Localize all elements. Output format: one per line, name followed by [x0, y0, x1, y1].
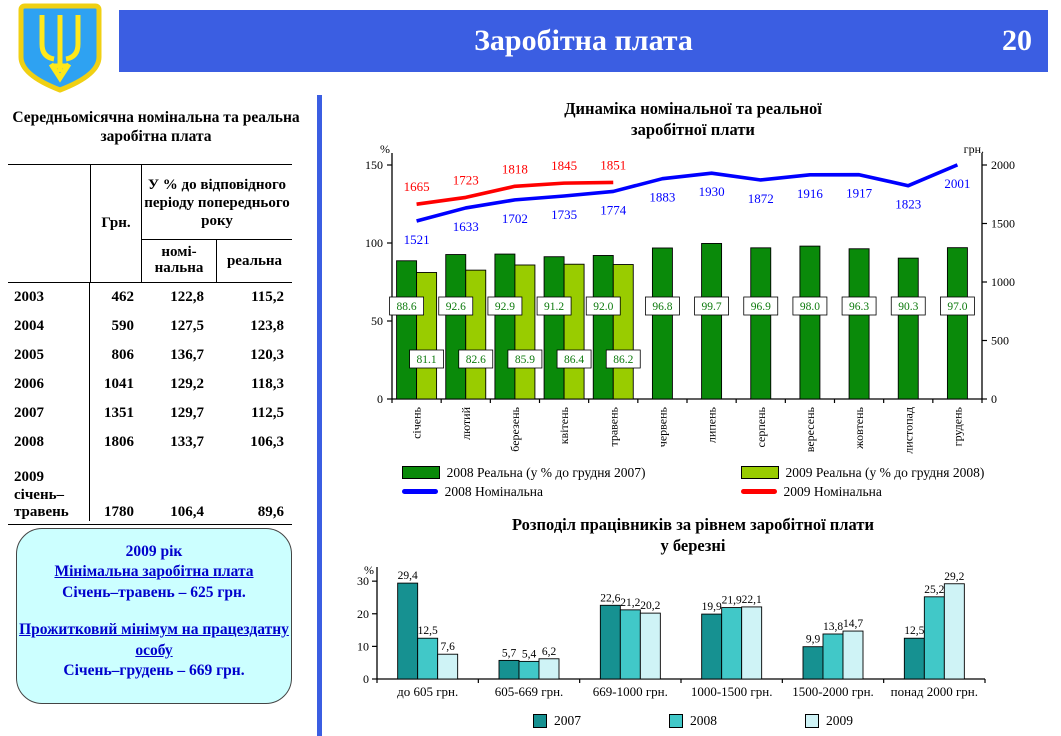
- cell-nominal: 127,5: [170, 318, 204, 334]
- legend-item-2009-real: 2009 Реальна (у % до грудня 2008): [741, 465, 985, 481]
- legend-item-2009: 2009: [805, 713, 853, 729]
- blue-line-value-label: 1521: [403, 231, 430, 247]
- month-label: червень: [655, 406, 670, 448]
- table-row: [8, 312, 292, 341]
- cell-grn: 1351: [104, 405, 134, 421]
- bar-2008: [823, 634, 843, 679]
- green-bar-swatch: [402, 466, 440, 479]
- bar-2009-real: [515, 265, 535, 399]
- cell-year: 2007: [8, 399, 90, 428]
- category-label: 1000-1500 грн.: [690, 683, 773, 699]
- legend-item-2008-real: 2008 Реальна (у % до грудня 2007): [402, 465, 646, 481]
- red-line-value-label: 1665: [403, 179, 430, 195]
- cell-year: 2003: [8, 283, 90, 312]
- bar-2008-real: [800, 246, 820, 399]
- table-row: [8, 457, 292, 524]
- bar-value-label: 29,4: [397, 569, 418, 582]
- legend-item-2007: 2007: [533, 713, 581, 729]
- bar-value-label: 7,6: [440, 640, 455, 653]
- bar-2007: [398, 583, 418, 679]
- month-label: лютий: [458, 406, 473, 440]
- month-label: грудень: [950, 406, 965, 447]
- bar-value-label: 29,2: [944, 570, 965, 583]
- bar-value-label: 9,9: [805, 633, 821, 646]
- header-bar: [119, 10, 1048, 72]
- table-row: [8, 428, 292, 457]
- min-wage-value: Січень–травень – 625 грн.: [62, 583, 246, 601]
- table-row: [8, 341, 292, 370]
- bar-2008: [620, 610, 640, 679]
- wage-dynamics-chart: [330, 141, 1056, 471]
- bar-value-label: 5,4: [521, 648, 537, 661]
- bar-2008: [722, 607, 742, 678]
- bar-value-label: 6,2: [541, 645, 557, 658]
- bar-2008: [519, 661, 539, 679]
- month-label: жовтень: [852, 406, 867, 449]
- y-axis-tick-label: 30: [357, 573, 369, 588]
- red-line-value-label: 1851: [600, 157, 627, 173]
- red-line-swatch: [741, 489, 777, 494]
- bar-value-label: 98.0: [799, 300, 820, 313]
- bar-2008-real: [397, 261, 417, 399]
- category-label: понад 2000 грн.: [890, 683, 979, 699]
- bar-2007: [499, 660, 519, 679]
- bar-2008-real: [849, 249, 869, 399]
- bar-value-label: 12,5: [904, 624, 925, 637]
- bar-2009: [539, 659, 559, 679]
- bar-value-label: 19,9: [701, 600, 722, 613]
- cell-year: 2008: [8, 428, 90, 457]
- blue-line-value-label: 1823: [895, 196, 922, 212]
- left-axis-tick-label: 100: [365, 235, 383, 250]
- left-axis-tick-label: 150: [365, 157, 383, 172]
- category-label: 605-669 грн.: [494, 683, 564, 699]
- page-number: 20: [1002, 24, 1032, 57]
- bar-2009-real: [613, 264, 633, 398]
- month-label: серпень: [753, 406, 768, 448]
- bar-value-label: 91.2: [544, 300, 565, 313]
- blue-line-value-label: 2001: [944, 175, 971, 191]
- bar-2008-real: [446, 254, 466, 398]
- cell-nominal: 133,7: [170, 434, 204, 450]
- teal-square-swatch: [533, 714, 547, 728]
- bar-value-label: 92.9: [494, 300, 515, 313]
- cell-grn: 1041: [104, 376, 134, 392]
- cell-nominal: 136,7: [170, 347, 204, 363]
- bar-value-label: 96.3: [849, 300, 870, 313]
- cell-real: 115,2: [251, 289, 284, 305]
- blue-line-value-label: 1930: [698, 184, 725, 200]
- cell-nominal: 106,4: [170, 504, 204, 520]
- month-label: листопад: [901, 406, 916, 454]
- bar-2009-real: [564, 264, 584, 399]
- bar-value-label: 96.8: [652, 300, 673, 313]
- cell-grn: 1806: [104, 434, 134, 450]
- summary-table: [8, 164, 292, 525]
- bar-2008-real: [947, 248, 967, 399]
- cell-year: 2004: [8, 312, 90, 341]
- cell-grn: 590: [111, 318, 134, 334]
- bar-value-label: 96.9: [750, 300, 771, 313]
- line-2008-nominal: [417, 165, 958, 221]
- bar-value-label: 86.2: [613, 353, 634, 366]
- month-label: липень: [704, 406, 719, 443]
- category-label: 1500-2000 грн.: [792, 683, 874, 699]
- bar-2007: [702, 614, 722, 679]
- percent-group-label: У % до відповідного періоду попереднього року: [144, 176, 290, 230]
- bar-2009: [742, 607, 762, 679]
- category-label: до 605 грн.: [397, 683, 459, 699]
- blue-line-value-label: 1917: [846, 185, 873, 201]
- cell-nominal: 122,8: [170, 289, 204, 305]
- right-axis-tick-label: 500: [991, 333, 1009, 348]
- right-axis-unit-label: грн.: [963, 141, 984, 156]
- month-label: вересень: [802, 406, 817, 453]
- min-wage-label: Мінімальна заробітна плата: [54, 563, 254, 581]
- real-column-header: реальна: [226, 252, 283, 269]
- wage-distribution-chart: [330, 561, 1056, 713]
- bar-value-label: 99.7: [701, 300, 722, 313]
- percent-group-header: [142, 165, 292, 282]
- month-label: березень: [507, 406, 522, 452]
- table-body: [8, 283, 292, 525]
- bar-value-label: 12,5: [417, 624, 438, 637]
- cell-grn: 462: [111, 289, 134, 305]
- bar-value-label: 5,7: [501, 647, 517, 660]
- bar-value-label: 22,1: [741, 593, 762, 606]
- bar-2009-real: [417, 272, 437, 399]
- bar-2008-real: [702, 243, 722, 399]
- bar-value-label: 13,8: [822, 620, 844, 633]
- cell-real: 118,3: [251, 376, 284, 392]
- red-line-value-label: 1845: [551, 158, 578, 174]
- cell-year: 2006: [8, 370, 90, 399]
- lightgreen-bar-swatch: [741, 466, 779, 479]
- blue-line-value-label: 1735: [551, 206, 578, 222]
- bar-2009: [640, 613, 660, 679]
- left-axis-unit-label: %: [380, 141, 390, 156]
- bar-value-label: 88.6: [396, 300, 417, 313]
- coat-of-arms-ukraine-icon: [10, 2, 110, 94]
- blue-line-value-label: 1633: [452, 218, 479, 234]
- bar-value-label: 92.6: [445, 300, 466, 313]
- bar-value-label: 21,2: [620, 596, 641, 609]
- cell-year: 2005: [8, 341, 90, 370]
- info-box-2009: [16, 528, 292, 704]
- info-box-title: 2009 рік: [125, 543, 183, 560]
- bar-2009: [438, 654, 458, 679]
- bar-2009: [944, 584, 964, 679]
- cell-real: 106,3: [250, 434, 284, 450]
- bar-value-label: 90.3: [898, 300, 919, 313]
- cell-year: 2009 січень–травень: [8, 457, 90, 521]
- blue-line-value-label: 1774: [600, 202, 627, 218]
- y-axis-tick-label: 10: [357, 639, 369, 654]
- legend-item-2008-nominal: 2008 Номінальна: [402, 484, 646, 500]
- subsistence-value: Січень–грудень – 669 грн.: [63, 662, 245, 680]
- y-axis-tick-label: 20: [357, 606, 369, 621]
- cell-real: 120,3: [250, 347, 284, 363]
- right-axis-tick-label: 1000: [991, 274, 1015, 289]
- bar-value-label: 22,6: [600, 592, 621, 605]
- right-axis-tick-label: 1500: [991, 216, 1015, 231]
- bar-value-label: 82.6: [465, 353, 486, 366]
- bar-2008-real: [495, 254, 515, 399]
- blue-line-value-label: 1702: [501, 210, 528, 226]
- cell-real: 89,6: [257, 504, 284, 520]
- bar-value-label: 92.0: [593, 300, 614, 313]
- bar-value-label: 86.4: [564, 353, 585, 366]
- right-axis-tick-label: 2000: [991, 157, 1015, 172]
- table-row: [8, 370, 292, 399]
- charts-panel: [330, 98, 1056, 729]
- blue-line-value-label: 1872: [747, 190, 774, 206]
- bars-group: [398, 583, 965, 679]
- cell-grn: 806: [111, 347, 134, 363]
- bar-value-label: 25,2: [924, 583, 945, 596]
- red-line-value-label: 1818: [501, 161, 528, 177]
- bar-2007: [904, 638, 924, 679]
- year-column-header: [8, 165, 91, 282]
- bar-value-label: 21,9: [721, 594, 742, 607]
- bar-2008-real: [544, 257, 564, 399]
- table-header: [8, 165, 292, 283]
- blue-line-value-label: 1916: [796, 185, 823, 201]
- bar-2007: [803, 646, 823, 678]
- bar-2008-real: [593, 255, 613, 399]
- legend-item-2009-nominal: 2009 Номінальна: [741, 484, 985, 500]
- grn-column-header: Грн.: [91, 165, 142, 282]
- cell-nominal: 129,2: [170, 376, 204, 392]
- cell-real: 123,8: [250, 318, 284, 334]
- legend-item-2008: 2008: [669, 713, 717, 729]
- bar-2008: [924, 597, 944, 679]
- summary-table-title: Середньомісячна номінальна та реальна заробітна плата: [12, 109, 300, 146]
- wage-dynamics-chart-title: Динаміка номінальної та реальної заробітної плати: [564, 99, 822, 140]
- bar-2008-real: [652, 248, 672, 399]
- wage-distribution-chart-title: Розподіл працівників за рівнем заробітної плати у березні: [511, 514, 874, 556]
- bars-group: [397, 243, 968, 399]
- bar-2008: [418, 638, 438, 679]
- right-axis-tick-label: 0: [991, 391, 997, 406]
- bar-value-label: 97.0: [947, 300, 968, 313]
- bar-2009-real: [466, 270, 486, 399]
- blue-line-value-label: 1883: [649, 189, 676, 205]
- month-label: квітень: [557, 406, 572, 445]
- left-axis-tick-label: 50: [371, 313, 383, 328]
- bar-value-label: 14,7: [842, 617, 864, 630]
- wage-dynamics-legend: [330, 465, 1056, 500]
- cell-grn: 1780: [104, 504, 134, 520]
- turquoise-square-swatch: [669, 714, 683, 728]
- bar-2007: [600, 605, 620, 679]
- y-axis-tick-label: 0: [363, 671, 369, 686]
- month-label: травень: [606, 406, 621, 447]
- month-label: січень: [409, 406, 424, 439]
- red-line-value-label: 1723: [452, 172, 479, 188]
- lightcyan-square-swatch: [805, 714, 819, 728]
- cell-nominal: 129,7: [170, 405, 204, 421]
- vertical-divider: [317, 95, 322, 736]
- bar-value-label: 85.9: [514, 353, 535, 366]
- category-label: 669-1000 грн.: [592, 683, 668, 699]
- blue-line-swatch: [402, 489, 438, 494]
- bar-value-label: 81.1: [416, 353, 437, 366]
- page-title: Заробітна плата: [474, 24, 693, 57]
- nominal-column-header: номі-нальна: [142, 240, 217, 282]
- cell-real: 112,5: [251, 405, 284, 421]
- bar-2009: [843, 631, 863, 679]
- y-axis-unit-label: %: [364, 562, 374, 577]
- table-row: [8, 283, 292, 312]
- bar-2008-real: [751, 248, 771, 399]
- left-axis-tick-label: 0: [377, 391, 383, 406]
- wage-distribution-legend: [330, 713, 1056, 729]
- subsistence-label: Прожитковий мінімум на працездатну особу: [19, 621, 289, 659]
- table-row: [8, 399, 292, 428]
- bar-2008-real: [898, 258, 918, 399]
- bar-value-label: 20,2: [640, 599, 661, 612]
